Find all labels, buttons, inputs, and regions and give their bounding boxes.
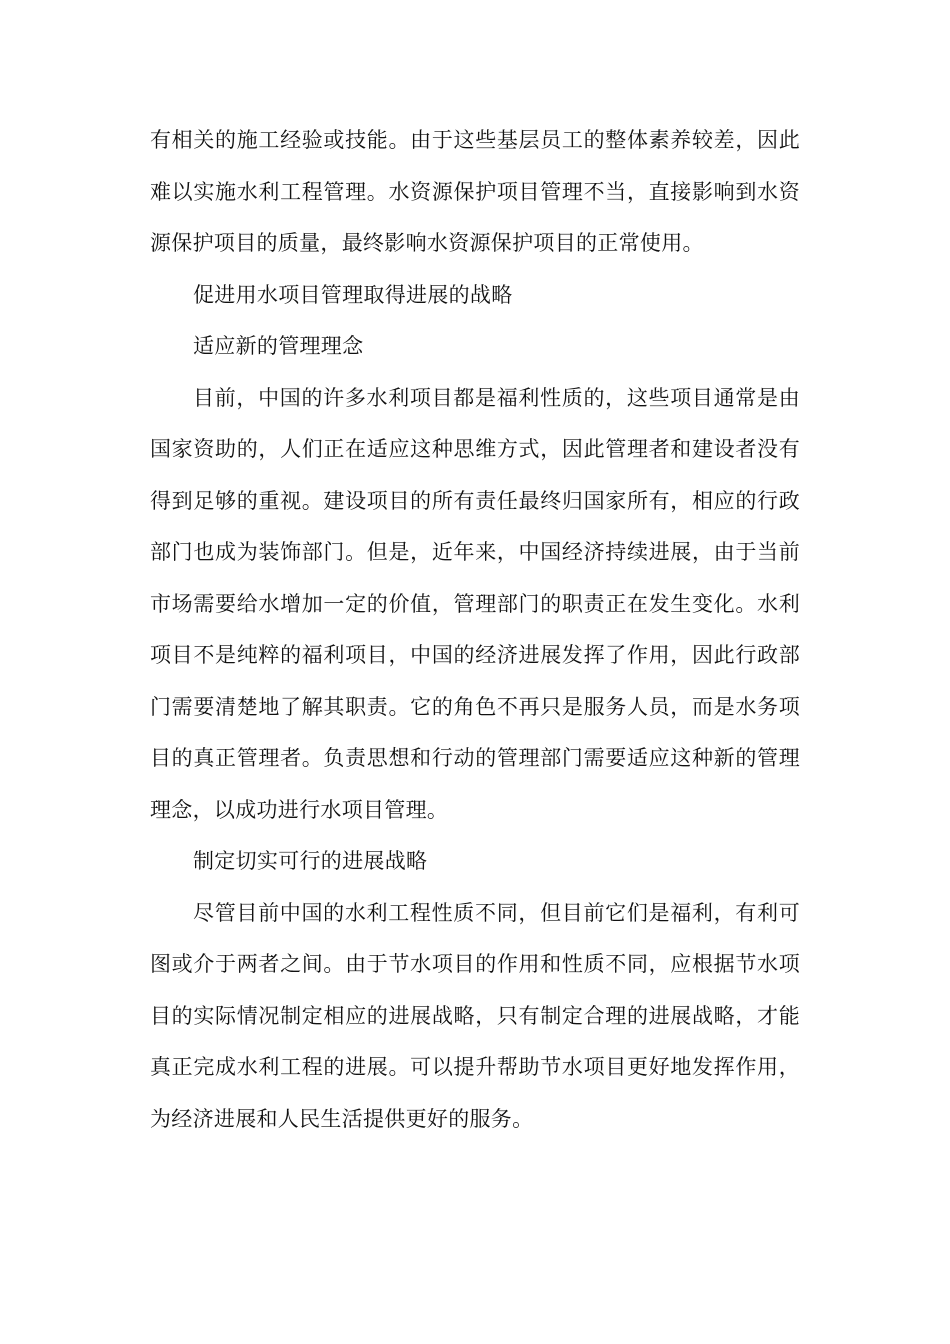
subsection-heading: 制定切实可行的进展战略 bbox=[193, 849, 428, 873]
body-paragraph: 目前，中国的许多水利项目都是福利性质的，这些项目通常是由国家资助的，人们正在适应这种思维方式，因此管理者和建设者没有得到足够的重视。建设项目的所有责任最终归国家所有，相应的行政部门也成为装饰部门。但是，近年来，中国经济持续进展，由于当前市场需要给水增加一定的价值，管理部门的职责正在发生变化。水利项目不是纯粹的福利项目，中国的经济进展发挥了作用，因此行政部门需要清楚地了解其职责。它的角色不再只是服务人员，而是水务项目的真正管理者。负责思想和行动的管理部门需要适应这种新的管理理念，以成功进行水项目管理。 bbox=[150, 385, 800, 822]
body-paragraph-continuation: 有相关的施工经验或技能。由于这些基层员工的整体素养较差，因此难以实施水利工程管理。水资源保护项目管理不当，直接影响到水资源保护项目的质量，最终影响水资源保护项目的正常使用。 bbox=[150, 128, 800, 255]
body-paragraph: 尽管目前中国的水利工程性质不同，但目前它们是福利，有利可图或介于两者之间。由于节水项目的作用和性质不同，应根据节水项目的实际情况制定相应的进展战略，只有制定合理的进展战略，才能真正完成水利工程的进展。可以提升帮助节水项目更好地发挥作用，为经济进展和人民生活提供更好的服务。 bbox=[150, 900, 800, 1131]
section-heading: 促进用水项目管理取得进展的战略 bbox=[193, 282, 513, 307]
document-body bbox=[150, 115, 800, 1145]
subsection-heading: 适应新的管理理念 bbox=[193, 334, 364, 358]
